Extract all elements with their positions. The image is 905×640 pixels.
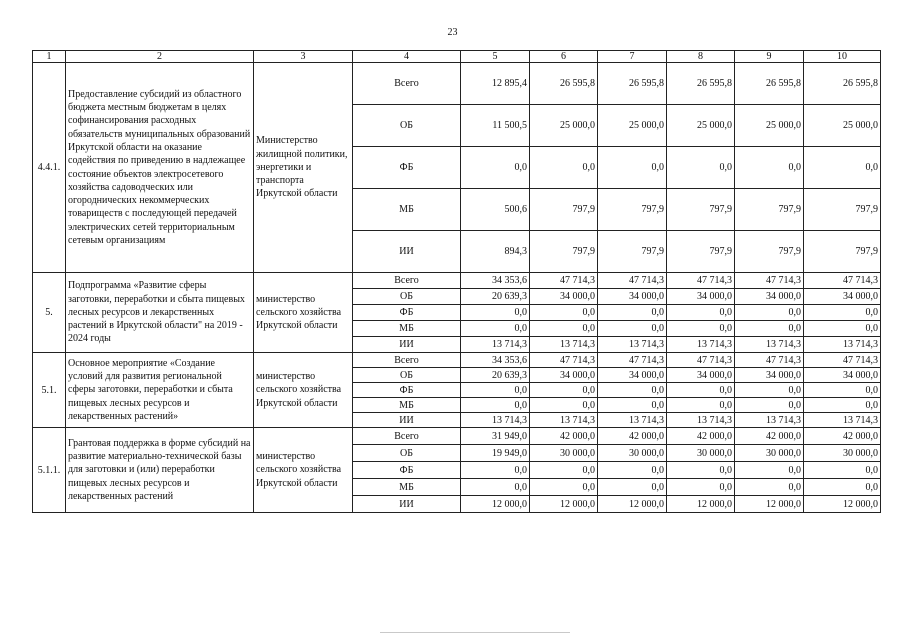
amount-cell: 0,0 xyxy=(667,383,735,398)
amount-cell: 797,9 xyxy=(735,231,804,273)
funding-source: Всего xyxy=(353,428,461,445)
amount-cell: 797,9 xyxy=(804,189,881,231)
column-header: 3 xyxy=(254,51,353,63)
amount-cell: 34 000,0 xyxy=(804,289,881,305)
amount-cell: 12 000,0 xyxy=(735,496,804,513)
amount-cell: 34 000,0 xyxy=(598,368,667,383)
amount-cell: 12 000,0 xyxy=(667,496,735,513)
amount-cell: 34 000,0 xyxy=(804,368,881,383)
amount-cell: 25 000,0 xyxy=(667,105,735,147)
page-number: 23 xyxy=(447,27,458,38)
amount-cell: 0,0 xyxy=(461,147,530,189)
amount-cell: 47 714,3 xyxy=(530,273,598,289)
amount-cell: 12 000,0 xyxy=(461,496,530,513)
amount-cell: 0,0 xyxy=(530,398,598,413)
amount-cell: 0,0 xyxy=(598,383,667,398)
column-number-row xyxy=(33,51,881,63)
amount-cell: 34 000,0 xyxy=(530,289,598,305)
amount-cell: 47 714,3 xyxy=(735,273,804,289)
amount-cell: 30 000,0 xyxy=(530,445,598,462)
amount-cell: 31 949,0 xyxy=(461,428,530,445)
amount-cell: 0,0 xyxy=(598,462,667,479)
amount-cell: 12 000,0 xyxy=(598,496,667,513)
item-code: 4.4.1. xyxy=(33,63,66,273)
amount-cell: 0,0 xyxy=(804,321,881,337)
amount-cell: 0,0 xyxy=(667,398,735,413)
amount-cell: 25 000,0 xyxy=(530,105,598,147)
amount-cell: 0,0 xyxy=(461,305,530,321)
table-row xyxy=(33,428,881,445)
column-header: 8 xyxy=(667,51,735,63)
column-header: 4 xyxy=(353,51,461,63)
item-name: Подпрограмма «Развитие сферы заготовки, переработки и сбыта пищевых лесных ресурсов и лекарственных растений в Иркутской области" на 2019 - 2024 годы xyxy=(66,273,254,353)
funding-source: ОБ xyxy=(353,368,461,383)
amount-cell: 34 353,6 xyxy=(461,353,530,368)
amount-cell: 0,0 xyxy=(735,398,804,413)
amount-cell: 19 949,0 xyxy=(461,445,530,462)
funding-source: ИИ xyxy=(353,231,461,273)
amount-cell: 25 000,0 xyxy=(735,105,804,147)
responsible-org: министерство сельского хозяйства Иркутской области xyxy=(254,353,353,428)
budget-table xyxy=(32,50,881,513)
item-name: Основное мероприятие «Создание условий для развития региональной сферы заготовки, переработки и сбыта пищевых лесных ресурсов и лекарственных растений» xyxy=(66,353,254,428)
amount-cell: 13 714,3 xyxy=(461,337,530,353)
amount-cell: 0,0 xyxy=(735,305,804,321)
amount-cell: 0,0 xyxy=(667,321,735,337)
page-bottom-rule xyxy=(380,632,570,633)
column-header: 10 xyxy=(804,51,881,63)
amount-cell: 47 714,3 xyxy=(667,273,735,289)
amount-cell: 0,0 xyxy=(804,462,881,479)
amount-cell: 797,9 xyxy=(667,231,735,273)
funding-source: МБ xyxy=(353,398,461,413)
column-header: 7 xyxy=(598,51,667,63)
amount-cell: 26 595,8 xyxy=(667,63,735,105)
amount-cell: 894,3 xyxy=(461,231,530,273)
amount-cell: 13 714,3 xyxy=(804,413,881,428)
table-body xyxy=(33,63,881,513)
amount-cell: 0,0 xyxy=(804,479,881,496)
amount-cell: 797,9 xyxy=(598,189,667,231)
table-row xyxy=(33,353,881,368)
amount-cell: 34 353,6 xyxy=(461,273,530,289)
amount-cell: 47 714,3 xyxy=(598,273,667,289)
amount-cell: 0,0 xyxy=(598,305,667,321)
amount-cell: 34 000,0 xyxy=(667,368,735,383)
amount-cell: 34 000,0 xyxy=(735,368,804,383)
amount-cell: 13 714,3 xyxy=(667,413,735,428)
amount-cell: 42 000,0 xyxy=(735,428,804,445)
amount-cell: 42 000,0 xyxy=(804,428,881,445)
amount-cell: 797,9 xyxy=(804,231,881,273)
amount-cell: 30 000,0 xyxy=(598,445,667,462)
amount-cell: 13 714,3 xyxy=(735,337,804,353)
amount-cell: 25 000,0 xyxy=(804,105,881,147)
amount-cell: 797,9 xyxy=(530,231,598,273)
amount-cell: 0,0 xyxy=(735,321,804,337)
amount-cell: 0,0 xyxy=(530,147,598,189)
item-code: 5.1.1. xyxy=(33,428,66,513)
amount-cell: 47 714,3 xyxy=(804,353,881,368)
funding-source: Всего xyxy=(353,273,461,289)
amount-cell: 42 000,0 xyxy=(598,428,667,445)
amount-cell: 0,0 xyxy=(598,398,667,413)
amount-cell: 11 500,5 xyxy=(461,105,530,147)
amount-cell: 0,0 xyxy=(804,398,881,413)
funding-source: ИИ xyxy=(353,413,461,428)
amount-cell: 12 000,0 xyxy=(530,496,598,513)
amount-cell: 0,0 xyxy=(530,321,598,337)
column-header: 6 xyxy=(530,51,598,63)
funding-source: ИИ xyxy=(353,496,461,513)
amount-cell: 12 000,0 xyxy=(804,496,881,513)
amount-cell: 30 000,0 xyxy=(735,445,804,462)
responsible-org: Министерство жилищной политики, энергетики и транспорта Иркутской области xyxy=(254,63,353,273)
amount-cell: 13 714,3 xyxy=(804,337,881,353)
funding-source: ФБ xyxy=(353,462,461,479)
amount-cell: 0,0 xyxy=(461,462,530,479)
amount-cell: 13 714,3 xyxy=(735,413,804,428)
amount-cell: 797,9 xyxy=(530,189,598,231)
funding-source: МБ xyxy=(353,479,461,496)
item-code: 5.1. xyxy=(33,353,66,428)
amount-cell: 0,0 xyxy=(667,147,735,189)
amount-cell: 26 595,8 xyxy=(735,63,804,105)
funding-source: Всего xyxy=(353,353,461,368)
column-header: 1 xyxy=(33,51,66,63)
funding-source: МБ xyxy=(353,189,461,231)
amount-cell: 0,0 xyxy=(667,479,735,496)
table-row xyxy=(33,63,881,105)
funding-source: ФБ xyxy=(353,383,461,398)
amount-cell: 47 714,3 xyxy=(804,273,881,289)
amount-cell: 0,0 xyxy=(598,321,667,337)
amount-cell: 0,0 xyxy=(667,462,735,479)
funding-source: ФБ xyxy=(353,147,461,189)
amount-cell: 0,0 xyxy=(804,147,881,189)
amount-cell: 42 000,0 xyxy=(530,428,598,445)
amount-cell: 0,0 xyxy=(530,383,598,398)
amount-cell: 797,9 xyxy=(667,189,735,231)
item-name: Грантовая поддержка в форме субсидий на развитие материально-технической базы для заготовки и (или) переработки пищевых лесных ресурсов и лекарственных растений xyxy=(66,428,254,513)
amount-cell: 47 714,3 xyxy=(667,353,735,368)
amount-cell: 797,9 xyxy=(598,231,667,273)
column-header: 5 xyxy=(461,51,530,63)
amount-cell: 0,0 xyxy=(461,383,530,398)
amount-cell: 0,0 xyxy=(804,383,881,398)
amount-cell: 0,0 xyxy=(461,479,530,496)
amount-cell: 42 000,0 xyxy=(667,428,735,445)
amount-cell: 34 000,0 xyxy=(735,289,804,305)
funding-source: ФБ xyxy=(353,305,461,321)
amount-cell: 30 000,0 xyxy=(667,445,735,462)
amount-cell: 0,0 xyxy=(667,305,735,321)
amount-cell: 34 000,0 xyxy=(598,289,667,305)
amount-cell: 13 714,3 xyxy=(530,337,598,353)
amount-cell: 34 000,0 xyxy=(667,289,735,305)
amount-cell: 26 595,8 xyxy=(530,63,598,105)
amount-cell: 0,0 xyxy=(461,398,530,413)
amount-cell: 47 714,3 xyxy=(735,353,804,368)
amount-cell: 0,0 xyxy=(598,479,667,496)
amount-cell: 0,0 xyxy=(530,305,598,321)
amount-cell: 0,0 xyxy=(530,462,598,479)
amount-cell: 0,0 xyxy=(804,305,881,321)
amount-cell: 20 639,3 xyxy=(461,368,530,383)
amount-cell: 47 714,3 xyxy=(598,353,667,368)
amount-cell: 0,0 xyxy=(735,147,804,189)
amount-cell: 13 714,3 xyxy=(598,413,667,428)
column-header: 2 xyxy=(66,51,254,63)
funding-source: ОБ xyxy=(353,289,461,305)
responsible-org: министерство сельского хозяйства Иркутской области xyxy=(254,273,353,353)
funding-source: Всего xyxy=(353,63,461,105)
funding-source: ОБ xyxy=(353,105,461,147)
column-header: 9 xyxy=(735,51,804,63)
amount-cell: 0,0 xyxy=(735,479,804,496)
amount-cell: 0,0 xyxy=(598,147,667,189)
amount-cell: 26 595,8 xyxy=(804,63,881,105)
amount-cell: 26 595,8 xyxy=(598,63,667,105)
amount-cell: 13 714,3 xyxy=(461,413,530,428)
funding-source: ОБ xyxy=(353,445,461,462)
amount-cell: 0,0 xyxy=(735,462,804,479)
amount-cell: 0,0 xyxy=(735,383,804,398)
item-code: 5. xyxy=(33,273,66,353)
item-name: Предоставление субсидий из областного бюджета местным бюджетам в целях софинансирования расходных обязательств муниципальных образований Иркутской области на оказание содействия по приведению в надлежащее состояние объектов электросетевого хозяйства садоводческих или огороднических некоммерческих товариществ с последующей передачей электрических сетей территориальным сетевым организациям xyxy=(66,63,254,273)
amount-cell: 34 000,0 xyxy=(530,368,598,383)
amount-cell: 797,9 xyxy=(735,189,804,231)
amount-cell: 500,6 xyxy=(461,189,530,231)
amount-cell: 13 714,3 xyxy=(667,337,735,353)
amount-cell: 20 639,3 xyxy=(461,289,530,305)
funding-source: МБ xyxy=(353,321,461,337)
funding-source: ИИ xyxy=(353,337,461,353)
table-row xyxy=(33,273,881,289)
responsible-org: министерство сельского хозяйства Иркутской области xyxy=(254,428,353,513)
amount-cell: 0,0 xyxy=(530,479,598,496)
amount-cell: 30 000,0 xyxy=(804,445,881,462)
amount-cell: 0,0 xyxy=(461,321,530,337)
amount-cell: 47 714,3 xyxy=(530,353,598,368)
amount-cell: 13 714,3 xyxy=(530,413,598,428)
amount-cell: 12 895,4 xyxy=(461,63,530,105)
amount-cell: 13 714,3 xyxy=(598,337,667,353)
amount-cell: 25 000,0 xyxy=(598,105,667,147)
